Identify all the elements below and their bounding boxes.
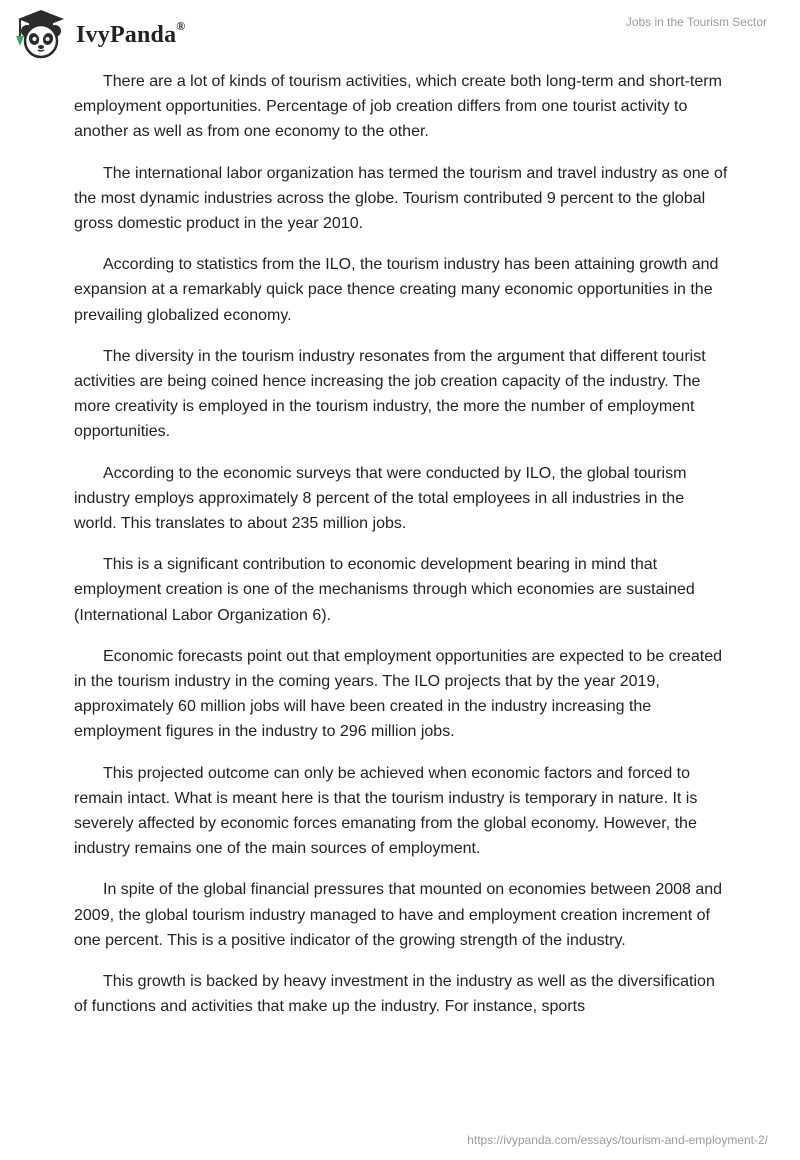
paragraph: According to statistics from the ILO, the tourism industry has been attaining growth and expansion at a remarkably quick pace thence creating many economic opportunities in the prevailing globalized economy. [74,256,719,324]
panda-graduate-icon [12,6,70,62]
source-url-link[interactable]: https://ivypanda.com/essays/tourism-and-employment-2/ [467,1133,768,1147]
paragraph: Economic forecasts point out that employment opportunities are expected to be created in the tourism industry in the coming years. The ILO projects that by the year 2019, approximately 60 million jobs will have been created in the industry increasing the employment figures in the industry to 296 million jobs. [74,647,723,741]
essay-body [74,69,728,1036]
paragraph: There are a lot of kinds of tourism activities, which create both long-term and short-term employment opportunities. Percentage of job creation differs from one tourist activity to another as well as from one economy to the other. [74,73,722,141]
paragraph: In spite of the global financial pressures that mounted on economies between 2008 and 2009, the global tourism industry managed to have and employment creation increment of one percent. This is a positive indicator of the growing strength of the industry. [74,881,723,949]
paragraph: According to the economic surveys that were conducted by ILO, the global tourism industry employs approximately 8 percent of the total employees in all industries in the world. This translates to about 235 million jobs. [74,464,687,533]
ivypanda-logo[interactable] [12,6,185,62]
paragraph: This projected outcome can only be achieved when economic factors and forced to remain intact. What is meant here is that the tourism industry is temporary in nature. It is severely affected by economic forces emanating from the global economy. However, the industry remains one of the main sources of employment. [74,764,698,858]
paragraph: This is a significant contribution to economic development bearing in mind that employment creation is one of the mechanisms through which economies are sustained (International Labor Organization 6). [74,556,695,624]
registered-mark: ® [176,18,186,33]
document-title: Jobs in the Tourism Sector [625,15,767,29]
paragraph: The diversity in the tourism industry resonates from the argument that different tourist activities are being coined hence increasing the job creation capacity of the industry. The more creativity is employed in the tourism industry, the more the number of employment opportunities. [74,347,706,441]
paragraph: The international labor organization has termed the tourism and travel industry as one of the most dynamic industries across the globe. Tourism contributed 9 percent to the global gross domestic product in the year 2010. [74,164,728,233]
brand-name: IvyPanda® [76,18,186,48]
page-header [0,0,800,70]
paragraph: This growth is backed by heavy investment in the industry as well as the diversification of functions and activities that make up the industry. For instance, sports [74,973,715,1016]
